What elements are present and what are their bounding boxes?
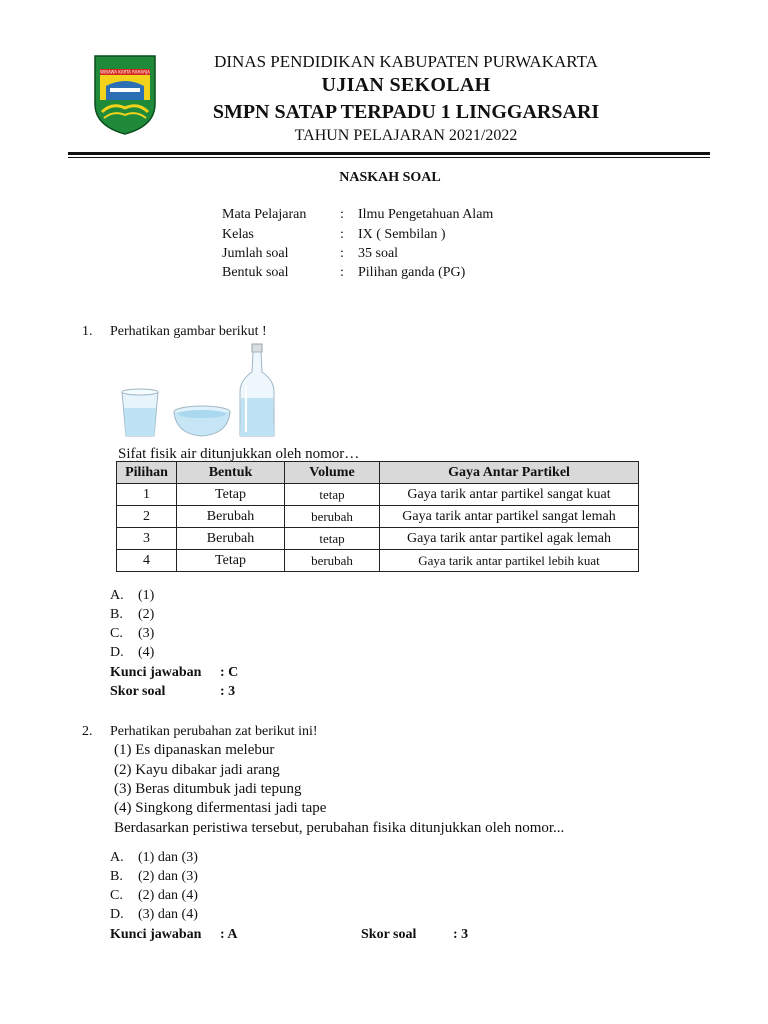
info-separator: : — [340, 207, 344, 222]
water-containers-illustration — [118, 342, 284, 440]
table-cell: Berubah — [177, 528, 285, 550]
q1-properties-table — [116, 461, 639, 572]
header-agency: DINAS PENDIDIKAN KABUPATEN PURWAKARTA — [214, 52, 598, 71]
table-header-cell: Bentuk — [177, 462, 285, 484]
table-cell: tetap — [285, 528, 380, 550]
q2-option-c[interactable] — [110, 888, 198, 904]
info-value: IX ( Sembilan ) — [358, 227, 446, 242]
table-cell: berubah — [285, 506, 380, 528]
table-row — [117, 528, 639, 550]
table-cell: 2 — [117, 506, 177, 528]
table-row — [117, 506, 639, 528]
q1-question-part: air — [176, 446, 201, 462]
header-exam-title: UJIAN SEKOLAH — [321, 74, 491, 96]
option-text: (2) — [138, 607, 155, 622]
option-text: (1) — [138, 588, 155, 603]
table-cell: Tetap — [177, 550, 285, 572]
q2-statement: (3) Beras ditumbuk jadi tepung — [114, 781, 302, 797]
table-cell: Gaya tarik antar partikel sangat lemah — [380, 506, 639, 528]
table-cell: Gaya tarik antar partikel lebih kuat — [380, 550, 639, 572]
q1-option-d[interactable] — [110, 645, 154, 661]
table-header-cell: Volume — [285, 462, 380, 484]
score-value: : 3 — [220, 684, 236, 699]
option-letter: D. — [110, 645, 124, 660]
q2-prompt: Perhatikan perubahan zat berikut ini! — [110, 724, 318, 739]
info-label: Mata Pelajaran — [222, 207, 307, 222]
q1-question-part: Sifat fisik — [118, 446, 177, 462]
q1-prompt: Perhatikan gambar berikut ! — [110, 324, 267, 339]
table-header-cell: Gaya Antar Partikel — [380, 462, 639, 484]
q1-option-c[interactable] — [110, 626, 154, 642]
info-label: Bentuk soal — [222, 265, 289, 280]
score-label: Skor soal — [361, 927, 417, 942]
table-cell: 1 — [117, 484, 177, 506]
info-separator: : — [340, 265, 344, 280]
q1-answer-key — [110, 665, 239, 681]
q2-option-b[interactable] — [110, 869, 198, 885]
q2-statement: (4) Singkong difermentasi jadi tape — [114, 800, 327, 816]
option-text: (3) dan (4) — [138, 907, 198, 922]
info-label: Jumlah soal — [222, 246, 289, 261]
logo-motto: WIBAWA KARTA RAHARJA — [100, 69, 150, 75]
option-letter: C. — [110, 888, 123, 903]
header-academic-year: TAHUN PELAJARAN 2021/2022 — [294, 127, 518, 144]
key-value: : C — [220, 665, 239, 680]
glass-icon — [122, 389, 158, 436]
q2-number: 2. — [82, 724, 93, 739]
q2-option-d[interactable] — [110, 907, 198, 923]
q1-score — [110, 684, 236, 700]
score-value: : 3 — [453, 927, 469, 942]
header-rule-thick — [68, 152, 710, 155]
info-separator: : — [340, 246, 344, 261]
header-school-name: SMPN SATAP TERPADU 1 LINGGARSARI — [212, 101, 600, 123]
option-text: (4) — [138, 645, 155, 660]
q1-number: 1. — [82, 324, 93, 339]
option-letter: C. — [110, 626, 123, 641]
score-label: Skor soal — [110, 684, 166, 699]
bottle-icon — [240, 344, 274, 436]
table-cell: Gaya tarik antar partikel sangat kuat — [380, 484, 639, 506]
table-cell: Gaya tarik antar partikel agak lemah — [380, 528, 639, 550]
key-label: Kunci jawaban — [110, 665, 202, 680]
info-value: Pilihan ganda (PG) — [358, 265, 466, 280]
table-header-row — [117, 462, 639, 484]
info-value: 35 soal — [358, 246, 399, 261]
option-letter: D. — [110, 907, 124, 922]
table-cell: Tetap — [177, 484, 285, 506]
q1-question-part: ditunjukkan — [200, 446, 272, 462]
table-cell: tetap — [285, 484, 380, 506]
q1-question-part: … — [344, 446, 360, 462]
table-row — [117, 550, 639, 572]
header-rule-thin — [68, 157, 710, 158]
q1-option-a[interactable] — [110, 588, 154, 604]
table-header-cell: Pilihan — [117, 462, 177, 484]
info-label: Kelas — [222, 227, 254, 242]
option-text: (3) — [138, 626, 155, 641]
key-label: Kunci jawaban — [110, 927, 202, 942]
info-separator: : — [340, 227, 344, 242]
option-text: (2) dan (3) — [138, 869, 198, 884]
option-letter: A. — [110, 588, 124, 603]
q1-question-part: oleh — [271, 446, 306, 462]
q2-option-a[interactable] — [110, 850, 198, 866]
q2-score — [361, 927, 469, 943]
table-cell: Berubah — [177, 506, 285, 528]
q2-answer-key — [110, 927, 238, 943]
option-letter: B. — [110, 869, 123, 884]
table-row — [117, 484, 639, 506]
table-cell: 3 — [117, 528, 177, 550]
q1-option-b[interactable] — [110, 607, 154, 623]
option-letter: A. — [110, 850, 124, 865]
table-cell: 4 — [117, 550, 177, 572]
q2-question: Berdasarkan peristiwa tersebut, perubahan fisika ditunjukkan oleh nomor... — [114, 820, 565, 836]
q2-statement: (1) Es dipanaskan melebur — [114, 742, 275, 758]
table-cell: berubah — [285, 550, 380, 572]
key-value: : A — [220, 927, 238, 942]
q1-question-part: nomor — [305, 446, 345, 462]
info-value: Ilmu Pengetahuan Alam — [358, 207, 494, 222]
option-text: (1) dan (3) — [138, 850, 198, 865]
bowl-icon — [174, 406, 230, 436]
q2-statement: (2) Kayu dibakar jadi arang — [114, 762, 280, 778]
option-text: (2) dan (4) — [138, 888, 198, 903]
document-title: NASKAH SOAL — [339, 170, 441, 185]
option-letter: B. — [110, 607, 123, 622]
